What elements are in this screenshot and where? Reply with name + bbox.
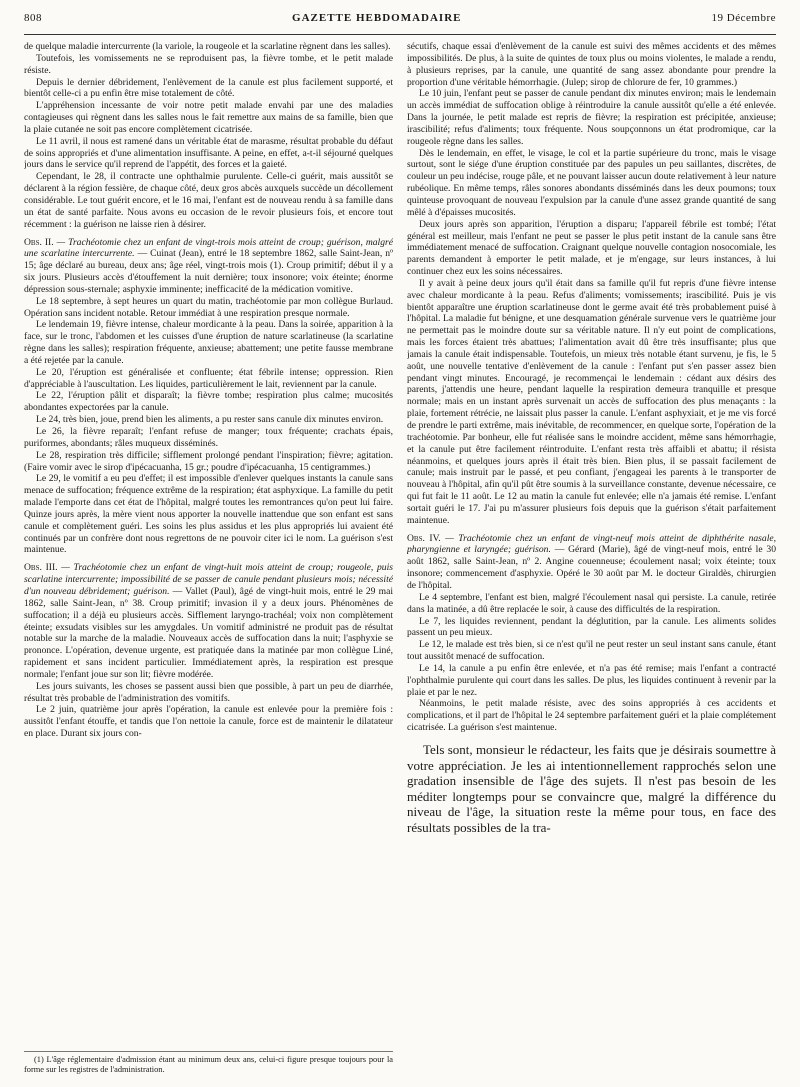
paragraph: sécutifs, chaque essai d'enlèvement de la canule est suivi des mêmes accidents et des mêmes impossibilités. De plus, à la suite de quintes de toux plus ou moins violentes, le malade a rendu, à plusieurs reprises, par la canule, une quantité de sang assez abondante pour prendre la proportion d'une véritable hémorrhagie. (Julep; sirop de chlorure de fer, 10 grammes.): [407, 41, 776, 88]
observation-title: — Trachéotomie chez un enfant de vingt-huit mois atteint de croup; rougeole, puis scarlatine intercurrente; impossibilité de se passer de canule pendant plusieurs mois; nécessité d'un nouveau débridement; guérison.: [24, 562, 393, 597]
paragraph: Le 2 juin, quatrième jour après l'opération, la canule est enlevée pour la première fois : aussitôt l'enfant étouffe, et tandis que l'on nettoie la canule, force est de maintenir le dilatateur en place. Durant six jours con-: [24, 704, 393, 740]
page-header: [24, 12, 776, 35]
paragraph: Le 7, les liquides reviennent, pendant la déglutition, par la canule. Les aliments solides passent un peu mieux.: [407, 615, 776, 639]
paragraph: Dès le lendemain, en effet, le visage, le col et la partie supérieure du tronc, mais le visage surtout, sont le siége d'une éruption constituée par des papules un peu saillantes, discrètes, de couleur un peu indécise, rouge pâle, et ne pouvant laisser aucun doute relativement à leur nature rubéolique. En même temps, râles sonores abondants disséminés dans les deux poumons; toux quinteuse provoquant de nouveau l'expulsion par la canule d'une assez grande quantité de sang mêlé à d'épaisses mucosités.: [407, 147, 776, 218]
observation-intro: — Vallet (Paul), âgé de vingt-huit mois, entré le 29 mai 1862, salle Saint-Jean, nº 38. Croup primitif; invasion il y a deux jours. Phénomènes de suffocation; il a déjà eu plusieurs accès. Sifflement laryngo-trachéal; voix non complètement éteinte; exsudats visibles sur les amygdales. Un vomitif administré ne produit pas de résultat notable sur la marche de la maladie. Nouveaux accès de suffocation dans la nuit; l'asphyxie se prononce. L'opération, devenue urgente, est pratiquée dans la matinée par mon collègue Liné, rapidement et sans incident particulier. Immédiatement après, la respiration est presque normale; l'enfant joue sur son lit; fièvre modérée.: [24, 585, 393, 680]
text-columns: [24, 41, 776, 1081]
paragraph: Le 22, l'éruption pâlit et disparaît; la fièvre tombe; respiration plus calme; mucosités abondantes expectorées par la canule.: [24, 390, 393, 414]
paragraph: Le lendemain 19, fièvre intense, chaleur mordicante à la peau. Dans la soirée, apparition à la face, sur le tronc, l'abdomen et les cuisses d'une éruption de nature scarlatineuse (la scarlatine règne dans les salles); respiration fréquente, anxieuse; abattement; une petite fausse membrane a été rejetée par la canule.: [24, 319, 393, 366]
footnote: (1) L'âge réglementaire d'admission étant au minimum deux ans, celui-ci figure presque toujours pour la forme sur les registres de l'administration.: [24, 1055, 393, 1074]
paragraph: Le 20, l'éruption est généralisée et confluente; état fébrile intense; oppression. Rien d'appréciable à l'auscultation. Les liquides, particulièrement le lait, reviennent par la canule.: [24, 366, 393, 390]
observation-3-heading: [24, 562, 393, 680]
paragraph: Le 29, le vomitif a eu peu d'effet; il est impossible d'enlever quelques instants la canule sans menace de suffocation; fréquence extrême de la respiration; état asphyxique. La famille du petit malade l'emporte dans cet état de l'hôpital, malgré toutes les remontrances qu'on peut lui faire. Quinze jours après, la mère vient nous apporter la nouvelle inattendue que son enfant est sans canule et complètement guéri. Les soins les plus assidus et les plus appropriés lui avaient été continués par un confrère dont nous regrettons de ne pouvoir citer ici le nom. La guérison s'est maintenue.: [24, 473, 393, 556]
paragraph: L'appréhension incessante de voir notre petit malade envahi par une des maladies contagieuses qui règnent dans les salles nous le fait remettre aux mains de sa famille, bien que la plaie cutanée ne soit pas encore complètement cicatrisée.: [24, 100, 393, 135]
left-column: [24, 41, 393, 1081]
paragraph: Le 4 septembre, l'enfant est bien, malgré l'écoulement nasal qui persiste. La canule, retirée dans la matinée, a dû être replacée le soir, à cause des difficultés de la respiration.: [407, 591, 776, 615]
paragraph: Toutefois, les vomissements ne se reproduisent pas, la fièvre tombe, et le petit malade résiste.: [24, 52, 393, 76]
issue-date: 19 Décembre: [711, 12, 776, 24]
observation-2-heading: [24, 237, 393, 296]
paragraph: Le 11 avril, il nous est ramené dans un véritable état de marasme, résultat probable du défaut de soins appropriés et d'une alimentation insuffisante. A peine, en effet, a-t-il séjourné quelques jours dans le service qu'il reprend de l'appétit, des forces et la gaieté.: [24, 135, 393, 171]
paragraph: Le 24, très bien, joue, prend bien les aliments, a pu rester sans canule dix minutes environ.: [36, 414, 384, 426]
closing-section: [407, 742, 776, 836]
paragraph: Le 18 septembre, à sept heures un quart du matin, trachéotomie par mon collègue Burlaud. Opération sans incident notable. Retour immédiat à une respiration presque normale.: [24, 295, 393, 319]
journal-title: GAZETTE HEBDOMADAIRE: [292, 12, 462, 24]
paragraph: Les jours suivants, les choses se passent aussi bien que possible, à part un peu de diarrhée, résultat très probable de l'administration des vomitifs.: [24, 680, 393, 704]
observation-label: Obs. IV.: [407, 532, 441, 544]
observation-title: — Trachéotomie chez un enfant de vingt-neuf mois atteint de diphthérite nasale, pharyngienne et laryngée; guérison.: [407, 532, 776, 556]
paragraph: Le 26, la fièvre reparaît; l'enfant refuse de manger; toux fréquente; crachats épais, puriformes, abondants; râles muqueux disséminés.: [24, 426, 393, 449]
paragraph: Le 28, respiration très difficile; sifflement prolongé pendant l'inspiration; fièvre; agitation. (Faire vomir avec le sirop d'ipécacuanha, 15 gr.; poudre d'ipécacuanha, 15 centigrammes.): [24, 449, 393, 473]
observation-intro: — Gérard (Marie), âgé de vingt-neuf mois, entré le 30 août 1862, salle Saint-Jean, nº 2. Angine couenneuse; écoulement nasal; voix éteinte; toux insonore; commencement d'asphyxie. Opéré le 30 août par M. le docteur Giraldès, chirurgien de l'hôpital.: [407, 544, 776, 591]
paragraph: Le 12, le malade est très bien, si ce n'est qu'il ne peut rester un seul instant sans canule, étant tout aussitôt menacé de suffocation.: [407, 639, 776, 663]
observation-4-heading: [407, 533, 776, 592]
closing-paragraph: Tels sont, monsieur le rédacteur, les faits que je désirais soumettre à votre appréciation. Je les ai intentionnellement rapprochés selon une gradation insensible de l'âge des sujets. Il n'est pas besoin de les méditer longtemps pour se convaincre que, malgré la différence du niveau de l'âge, la situation reste la même pour tous, en face des résultats possibles de la tra-: [407, 741, 776, 835]
observation-label: Obs. III.: [24, 562, 58, 574]
paragraph: de quelque maladie intercurrente (la variole, la rougeole et la scarlatine règnent dans les salles).: [24, 41, 391, 52]
paragraph: Depuis le dernier débridement, l'enlèvement de la canule est plus facilement supporté, et bientôt celle-ci a pu enfin être mise totalement de côté.: [24, 76, 393, 100]
observation-intro: — Cuinat (Jean), entré le 18 septembre 1862, salle Saint-Jean, nº 15; âge déclaré au bureau, deux ans; âge réel, vingt-trois mois (1). Croup primitif; début il y a six jours. Plusieurs accès d'étouffement la nuit dernière; toux insonore; voix éteinte; énorme dépression sous-sternale; asphyxie imminente; inefficacité de la médication vomitive.: [24, 248, 393, 295]
paragraph: Cependant, le 28, il contracte une ophthalmie purulente. Celle-ci guérit, mais aussitôt se déclarent à la région fessière, de chaque côté, deux gros abcès auxquels succède un décollement considérable. Le tout guérit encore, et le 16 mai, l'enfant est de nouveau rendu à sa famille dans un état de santé parfaite. Nous avons eu occasion de le revoir plusieurs fois, et encore tout récemment : la guérison ne laisse rien à désirer.: [24, 171, 393, 230]
paragraph: Deux jours après son apparition, l'éruption a disparu; l'appareil fébrile est tombé; l'état général est meilleur, mais l'enfant ne peut se passer le plus petit instant de la canule sans être immédiatement menacé de suffocation. Craignant quelque nouvelle contagion nosocomiale, les parents demandent à emporter le petit malade, et je m'engage, sur leurs instances, à lui continuer chez eux les soins nécessaires.: [407, 218, 776, 278]
paragraph: Il y avait à peine deux jours qu'il était dans sa famille qu'il fut repris d'une fièvre intense avec chaleur mordicante à la peau. Refus d'aliments; vomissements; irascibilité. Puis je vis bientôt apparaître une éruption scarlatineuse dont le germe avait été très probablement puisé à l'hôpital. La maladie fut bénigne, et une desquamation générale survenue vers le quatrième jour ne permettait pas le moindre doute sur sa véritable nature. Il n'y eut point de complications, mais les forces étaient très abattues; l'alimentation avait dû être très insuffisante; plus que jamais la canule était indispensable. Toutefois, un mieux très notable étant survenu, je fis, le 5 août, une nouvelle tentative d'enlèvement de la canule : l'enfant put s'en passer assez bien pendant vingt minutes. Encouragé, je recommençai le lendemain : cédant aux désirs des parents, j'attendis une heure, pendant laquelle la respiration demeura tranquille et presque normale; mais en un instant après survenait un accès de suffocation des plus menaçants : la plaie, fortement rétrécie, ne laissait plus passer la canule. L'enfant asphyxiait, et je me vis forcé de prendre le parti extrême, mais inévitable, de recommencer, en quelque sorte, l'opération de la trachéotomie. Par bonheur, elle fut réalisée sans le moindre accident, même sans hémorrhagie, et la canule put être facilement réintroduite. L'enfant resta très affaibli et abattu; il résista néanmoins, et quelques jours après il était très bien. Bien plus, il se passait facilement de canule; mais instruit par le passé, et peu confiant, j'engageai les parents à le transporter de nouveau à l'hôpital, afin qu'il pût être soumis à la surveillance constante, devenue nécessaire, ce qui fut fait le 11 août. Le 12 au matin la canule fut enlevée; elle n'a jamais été remise. L'enfant sortait guéri le 17. J'ai pu m'assurer plusieurs fois depuis que la guérison s'était parfaitement maintenue.: [407, 277, 776, 526]
paragraph: Le 14, la canule a pu enfin être enlevée, et n'a pas été remise; mais l'enfant a contracté l'ophthalmie purulente qui court dans les salles. De plus, les liquides continuent à revenir par la plaie et par le nez.: [407, 662, 776, 698]
observation-title: — Trachéotomie chez un enfant de vingt-trois mois atteint de croup; guérison, malgré une scarlatine intercurrente.: [24, 236, 393, 260]
right-column: [407, 41, 776, 1081]
observation-label: Obs. II.: [24, 236, 54, 248]
paragraph: Néanmoins, le petit malade résiste, avec des soins appropriés à ces accidents et complications, et il part de l'hôpital le 24 septembre parfaitement guéri et la plaie complétement cicatrisée. La guérison s'est maintenue.: [407, 698, 776, 734]
paragraph: Le 10 juin, l'enfant peut se passer de canule pendant dix minutes environ; mais le lendemain un accès immédiat de suffocation oblige à réintroduire la canule aussitôt qu'elle a été enlevée. Dans la journée, le petit malade est repris de fièvre; la respiration est précipitée, anxieuse; irascibilité; refus d'aliments; toux fréquente. Nous soupçonnons un état prodromique, car la rougeole règne dans les salles.: [407, 88, 776, 147]
page-number: 808: [24, 12, 42, 24]
footnotes: [24, 1051, 393, 1075]
